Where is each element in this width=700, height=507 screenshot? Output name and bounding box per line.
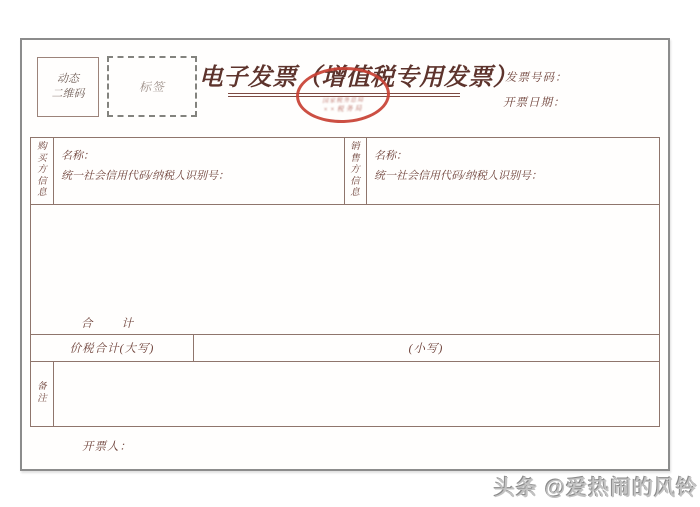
seal-text-line1: 国家税务总局 bbox=[322, 97, 365, 105]
amount-in-words-cell bbox=[31, 334, 193, 361]
watermark-text: 头条 @爱热闹的风铃 bbox=[494, 477, 699, 500]
buyer-section bbox=[31, 138, 53, 204]
seller-name-label: 名称： bbox=[374, 150, 407, 162]
buyer-name-label: 名称： bbox=[61, 150, 94, 162]
invoice-table bbox=[30, 137, 660, 427]
seller-section bbox=[344, 138, 366, 204]
buyer-label-divider bbox=[53, 138, 54, 204]
seller-section-label: 销售方信息 bbox=[350, 142, 360, 199]
row-divider-amount-bottom bbox=[31, 361, 659, 362]
invoice-title: 电子发票（增值税专用发票） bbox=[198, 65, 518, 91]
amount-in-words-label: 价税合计(大写) bbox=[69, 342, 155, 355]
invoice-sheet bbox=[20, 38, 670, 471]
tag-label: 标签 bbox=[138, 80, 165, 94]
qr-label-line2: 二维码 bbox=[51, 88, 85, 100]
row-divider-parties-bottom bbox=[31, 204, 659, 205]
seller-tax-id-label: 统一社会信用代码/纳税人识别号： bbox=[374, 170, 543, 182]
seal-text-line2: ××税务局 bbox=[323, 104, 364, 114]
invoice-date-label: 开票日期： bbox=[503, 97, 566, 109]
amount-in-figures-cell bbox=[193, 334, 659, 361]
issuer-label: 开票人： bbox=[82, 441, 132, 453]
seller-label-divider bbox=[366, 138, 367, 204]
remarks-section bbox=[31, 361, 53, 426]
remarks-section-label: 备注 bbox=[37, 382, 47, 404]
tag-placeholder-box bbox=[107, 56, 197, 117]
buyer-tax-id-label: 统一社会信用代码/纳税人识别号： bbox=[61, 170, 230, 182]
dynamic-qr-code-placeholder bbox=[37, 57, 99, 117]
total-row-label: 合 计 bbox=[81, 318, 135, 330]
amount-in-figures-label: (小写) bbox=[408, 342, 444, 355]
buyer-section-label: 购买方信息 bbox=[37, 142, 47, 199]
remarks-label-divider bbox=[53, 361, 54, 426]
qr-label-line1: 动态 bbox=[57, 73, 79, 85]
invoice-number-label: 发票号码： bbox=[505, 72, 568, 84]
